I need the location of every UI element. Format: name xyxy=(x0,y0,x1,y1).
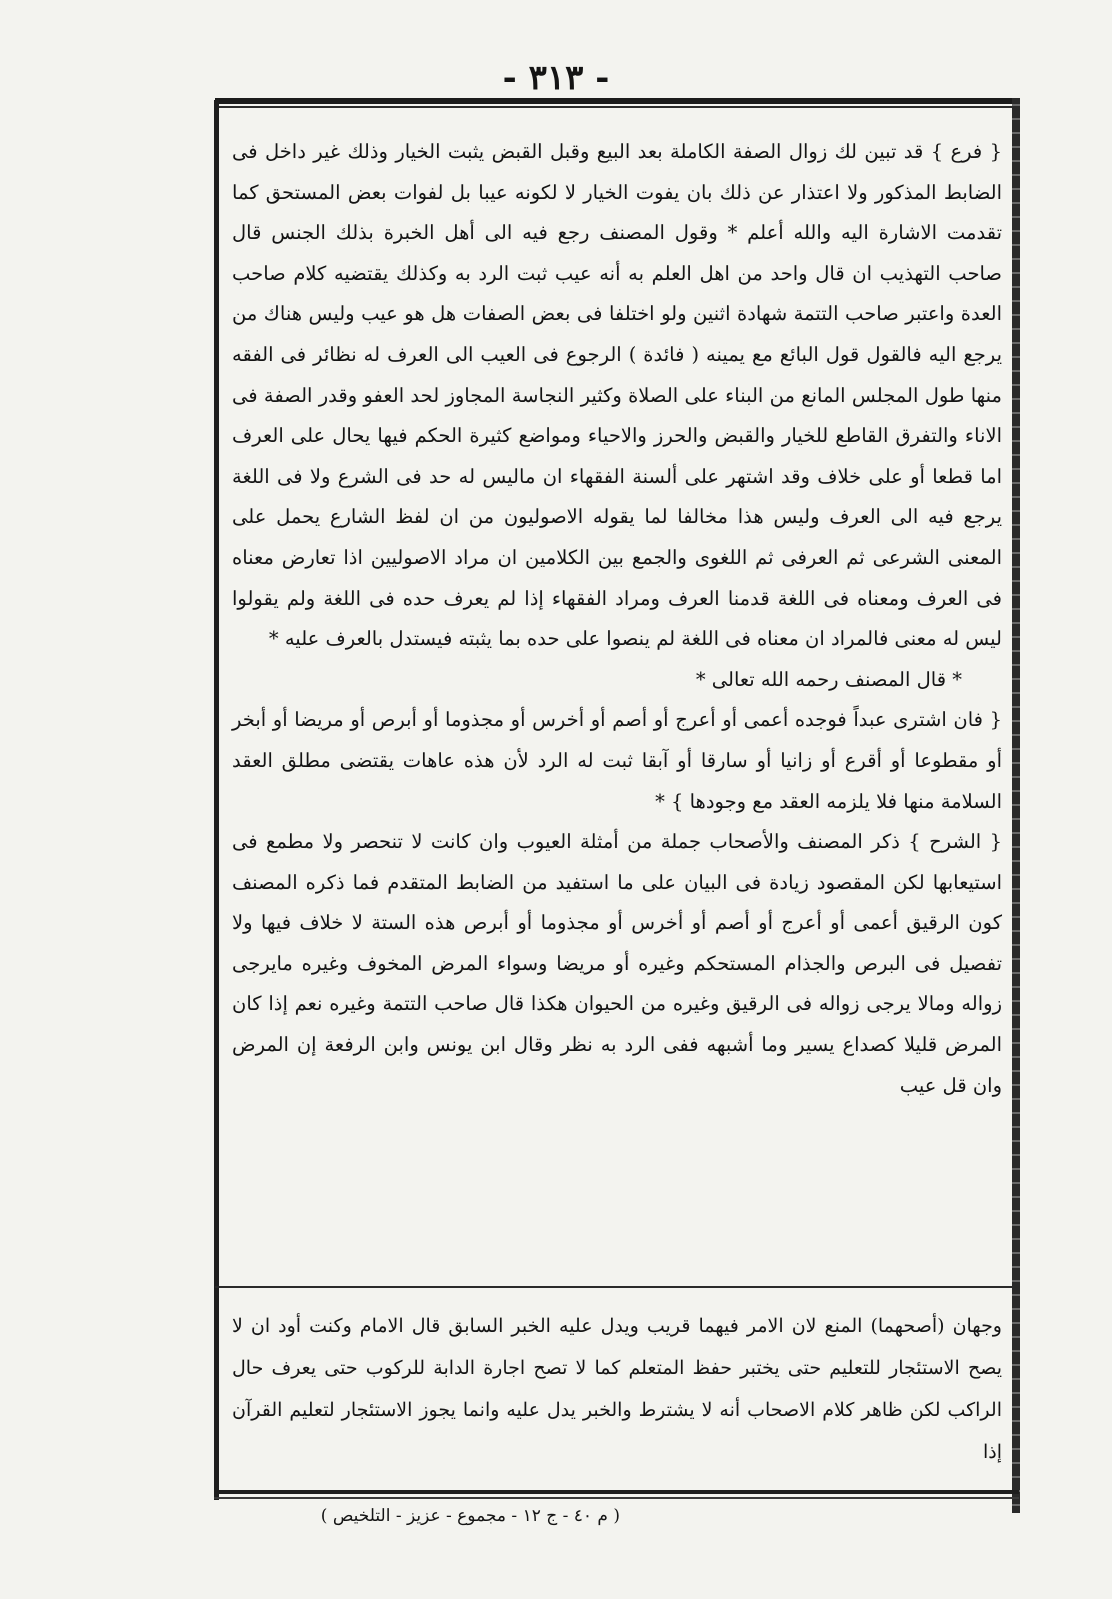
main-text xyxy=(232,132,1002,1106)
frame-bottom-rule xyxy=(214,1490,1019,1494)
paragraph-matn: { فان اشترى عبداً فوجده أعمى أو أعرج أو أصم أو أخرس أو مجذوما أو أبرص أو مريضا أو أبخر أو مقطوعا أو أقرع أو زانيا أو سارقا أو آبقا ثبت له الرد لأن هذه عاهات يقتضى مطلق العقد السلامة منها فلا يلزمه العقد مع وجودها } * xyxy=(232,708,1002,813)
frame-top-rule xyxy=(215,98,1015,104)
page-number: - ٣١٣ - xyxy=(502,58,610,98)
frame-top-rule-thin xyxy=(215,106,1015,108)
footnote xyxy=(232,1305,1002,1473)
footnote-paragraph: وجهان (أصحهما) المنع لان الامر فيهما قريب ويدل عليه الخبر السابق قال الامام وكنت أود ان لا يصح الاستئجار للتعليم حتى يختبر حفظ المتعلم كما لا تصح اجارة الدابة للركوب حتى يعرف حال الراكب لكن ظاهر كلام الاصحاب أنه لا يشترط والخبر يدل عليه وانما يجوز الاستئجار لتعليم القرآن إذا xyxy=(232,1315,1002,1463)
frame-bottom-rule-thin xyxy=(214,1497,1019,1499)
paragraph-far: { فرع } قد تبين لك زوال الصفة الكاملة بعد البيع وقبل القبض يثبت الخيار وذلك غير داخل فى الضابط المذكور ولا اعتذار عن ذلك بان يفوت الخيار لا لكونه عيبا بل لفوات بعض المستحق كما تقدمت الاشارة اليه والله أعلم * وقول المصنف رجع فيه الى أهل الخبرة بذلك الجنس قال صاحب التهذيب ان قال واحد من اهل العلم به أنه عيب ثبت الرد به وكذلك يقتضيه كلام صاحب العدة واعتبر صاحب التتمة شهادة اثنين ولو اختلفا فى بعض الصفات هل هو عيب وليس هناك من يرجع اليه فالقول قول البائع مع يمينه ( فائدة ) الرجوع فى العيب الى العرف له نظائر فى الفقه منها طول المجلس المانع من البناء على الصلاة وكثير النجاسة المجاوز لحد العفو وقدر الصفة فى الاناء والتفرق القاطع للخيار والقبض والحرز والاحياء ومواضع كثيرة الحكم فيها يحال على العرف اما قطعا أو على خلاف وقد اشتهر على ألسنة الفقهاء ان ماليس له حد فى الشرع ولا فى اللغة يرجع فيه الى العرف وليس هذا مخالفا لما يقوله الاصوليون من ان لفظ الشارع يحمل على المعنى الشرعى ثم العرفى ثم اللغوى والجمع بين الكلامين ان مراد الاصوليين اذا تعارض معناه فى العرف ومعناه فى اللغة قدمنا العرف ومراد الفقهاء إذا لم يعرف حده فى اللغة ولم يقولوا ليس له معنى فالمراد ان معناه فى اللغة لم ينصوا على حده بما يثبته فيستدل بالعرف عليه * xyxy=(232,140,1003,651)
printer-signature: ( م ٤٠ - ج ١٢ - مجموع - عزيز - التلخيص ) xyxy=(320,1506,620,1526)
paragraph-sharh: { الشرح } ذكر المصنف والأصحاب جملة من أمثلة العيوب وان كانت لا تنحصر ولا مطمع فى استيعابها لكن المقصود زيادة فى البيان على ما استفيد من الضابط المتقدم فما ذكره المصنف كون الرقيق أعمى أو أعرج أو أصم أو أخرس أو مجذوما أو أبرص هذه الستة لا خلاف فيها ولا تفصيل فى البرص والجذام المستحكم وغيره أو مريضا وسواء المرض المخوف وغيره مايرجى زواله ومالا يرجى زواله فى الرقيق وغيره من الحيوان هكذا قال صاحب التتمة وغيره نعم إذا كان المرض قليلا كصداع يسير وما أشبهه ففى الرد به نظر وقال ابن يونس وابن الرفعة إن المرض وان قل عيب xyxy=(232,830,1002,1097)
frame-left-rule xyxy=(214,100,219,1500)
paragraph-author-heading: * قال المصنف رحمه الله تعالى * xyxy=(695,667,962,691)
footnote-separator xyxy=(215,1286,1012,1288)
frame-right-rule xyxy=(1012,98,1020,1513)
